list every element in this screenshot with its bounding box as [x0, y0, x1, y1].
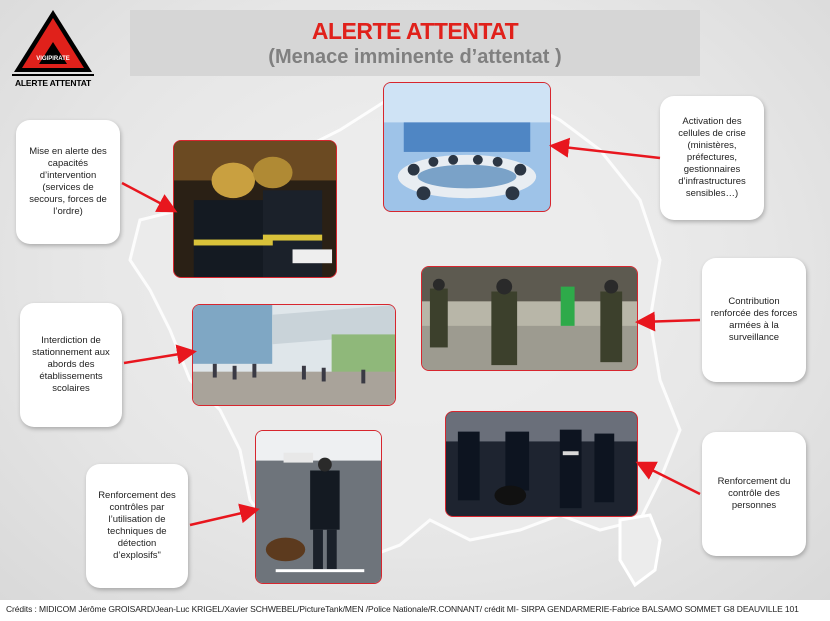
callout-parking-ban: Interdiction de stationnement aux abords des établissements scolaires	[20, 303, 122, 427]
callout-intervention: Mise en alerte des capacités d’intervention (services de secours, forces de l’ordre)	[16, 120, 120, 244]
page-title: ALERTE ATTENTAT	[311, 18, 519, 44]
title-banner	[130, 10, 700, 76]
logo-caption: ALERTE ATTENTAT	[12, 74, 94, 88]
photo-school-exterior	[192, 304, 396, 406]
photo-police-control	[445, 411, 638, 517]
photo-firefighters	[173, 140, 337, 278]
photo-soldiers-patrol	[421, 266, 638, 371]
page-subtitle: (Menace imminente d’attentat )	[268, 46, 562, 68]
callout-explosive-detection: Renforcement des contrôles par l’utilisation de techniques de détection d’explosifs"	[86, 464, 188, 588]
vigipirate-logo	[12, 8, 94, 88]
vigipirate-triangle-icon	[12, 8, 94, 74]
callout-crisis-cells: Activation des cellules de crise (ministères, préfectures, gestionnaires d’infrastructures sensibles…)	[660, 96, 764, 220]
logo-word: VIGIPIRATE	[36, 56, 70, 62]
photo-dog-handler	[255, 430, 382, 584]
callout-people-control: Renforcement du contrôle des personnes	[702, 432, 806, 556]
callout-armed-forces: Contribution renforcée des forces armées à la surveillance	[702, 258, 806, 382]
photo-crisis-room	[383, 82, 551, 212]
photo-credits: Crédits : MIDICOM Jérôme GROISARD/Jean-Luc KRIGEL/Xavier SCHWEBEL/PictureTank/MEN /Police Nationale/R.CONNANT/ crédit MI- SIRPA GENDARMERIE-Fabrice BALSAMO SOMMET G8 DEAUVILLE 101	[6, 604, 799, 614]
